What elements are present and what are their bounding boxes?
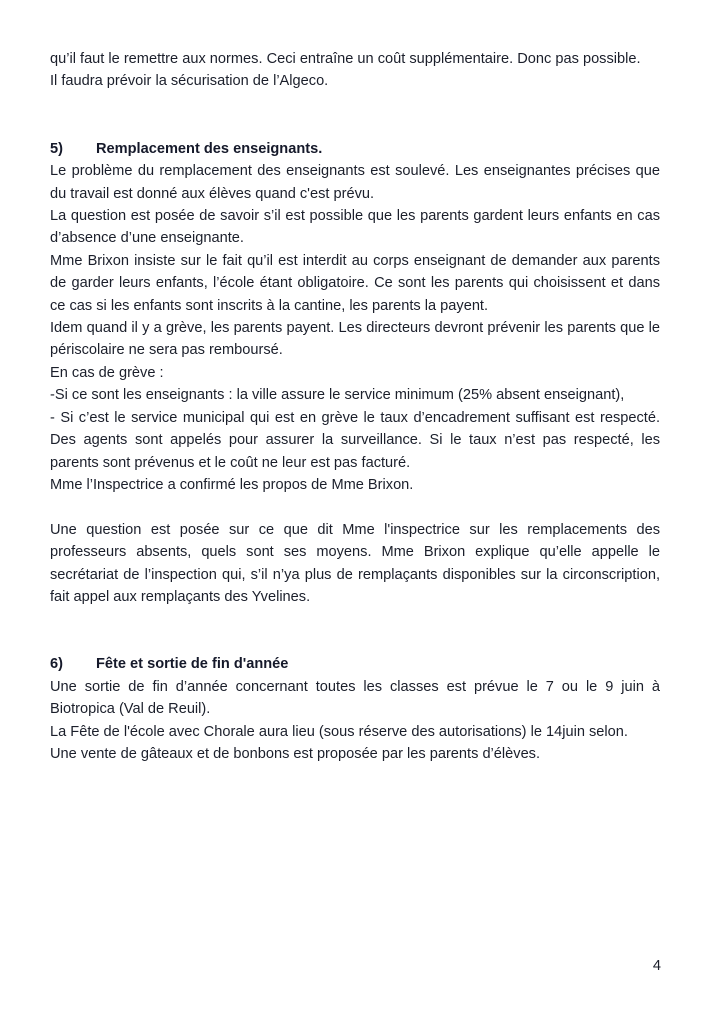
section-5-paragraph-9: Une question est posée sur ce que dit Mme l'inspectrice sur les remplacements des professeurs absents, quels sont ses moyens. Mme Brixon explique qu’elle appelle le secrétariat de l’inspection qui, s’il n’ya plus de remplaçants disponibles sur la circonscription, fait appel aux remplaçants des Yvelines. [50, 521, 660, 605]
section-gap-before-6 [50, 608, 660, 653]
section-6-number: 6) [50, 656, 63, 673]
section-gap-before-5 [50, 93, 660, 138]
section-5-heading [50, 138, 660, 160]
section-6-paragraph-2: La Fête de l'école avec Chorale aura lieu (sous réserve des autorisations) le 14juin selon. [50, 723, 628, 740]
section-5-paragraph-3: Mme Brixon insiste sur le fait qu’il est interdit au corps enseignant de demander aux parents de garder leurs enfants, l’école étant obligatoire. Ce sont les parents qui choisissent et dans ce cas si les enfants sont inscrits à la cantine, les parents la payent. [50, 252, 660, 314]
section-6-heading [50, 653, 660, 675]
section-6-paragraph-1: Une sortie de fin d’année concernant toutes les classes est prévue le 7 ou le 9 juin à Biotropica (Val de Reuil). [50, 678, 660, 718]
section-5-paragraph-1: Le problème du remplacement des enseignants est soulevé. Les enseignantes précises que du travail est donné aux élèves quand c'est prévu. [50, 163, 660, 202]
intro-paragraph-2: Il faudra prévoir la sécurisation de l’Algeco. [50, 73, 329, 90]
section-5-title: Remplacement des enseignants. [96, 140, 323, 157]
section-5-number: 5) [50, 140, 63, 157]
intro-paragraph-1: qu’il faut le remettre aux normes. Ceci entraîne un coût supplémentaire. Donc pas possible. [50, 51, 641, 67]
section-5-paragraph-8: Mme l’Inspectrice a confirmé les propos de Mme Brixon. [50, 476, 414, 493]
paragraph-gap-1 [50, 496, 660, 518]
section-5-paragraph-6: -Si ce sont les enseignants : la ville assure le service minimum (25% absent enseignant), [50, 387, 625, 404]
section-5-paragraph-2: La question est posée de savoir s’il est possible que les parents gardent leurs enfants en cas d’absence d’une enseignante. [50, 208, 660, 247]
section-5-paragraph-7: - Si c’est le service municipal qui est en grève le taux d’encadrement suffisant est respecté. Des agents sont appelés pour assurer la surveillance. Si le taux n’est pas respecté, les parents sont prévenus et le coût ne leur est pas facturé. [50, 409, 660, 471]
section-6-title: Fête et sortie de fin d'année [96, 656, 289, 673]
section-5-paragraph-5: En cas de grève : [50, 364, 164, 381]
document-body [50, 48, 660, 765]
section-6-paragraph-3: Une vente de gâteaux et de bonbons est proposée par les parents d’élèves. [50, 745, 541, 762]
page-number: 4 [652, 958, 661, 974]
section-5-paragraph-4: Idem quand il y a grève, les parents payent. Les directeurs devront prévenir les parents que le périscolaire ne sera pas remboursé. [50, 320, 660, 359]
